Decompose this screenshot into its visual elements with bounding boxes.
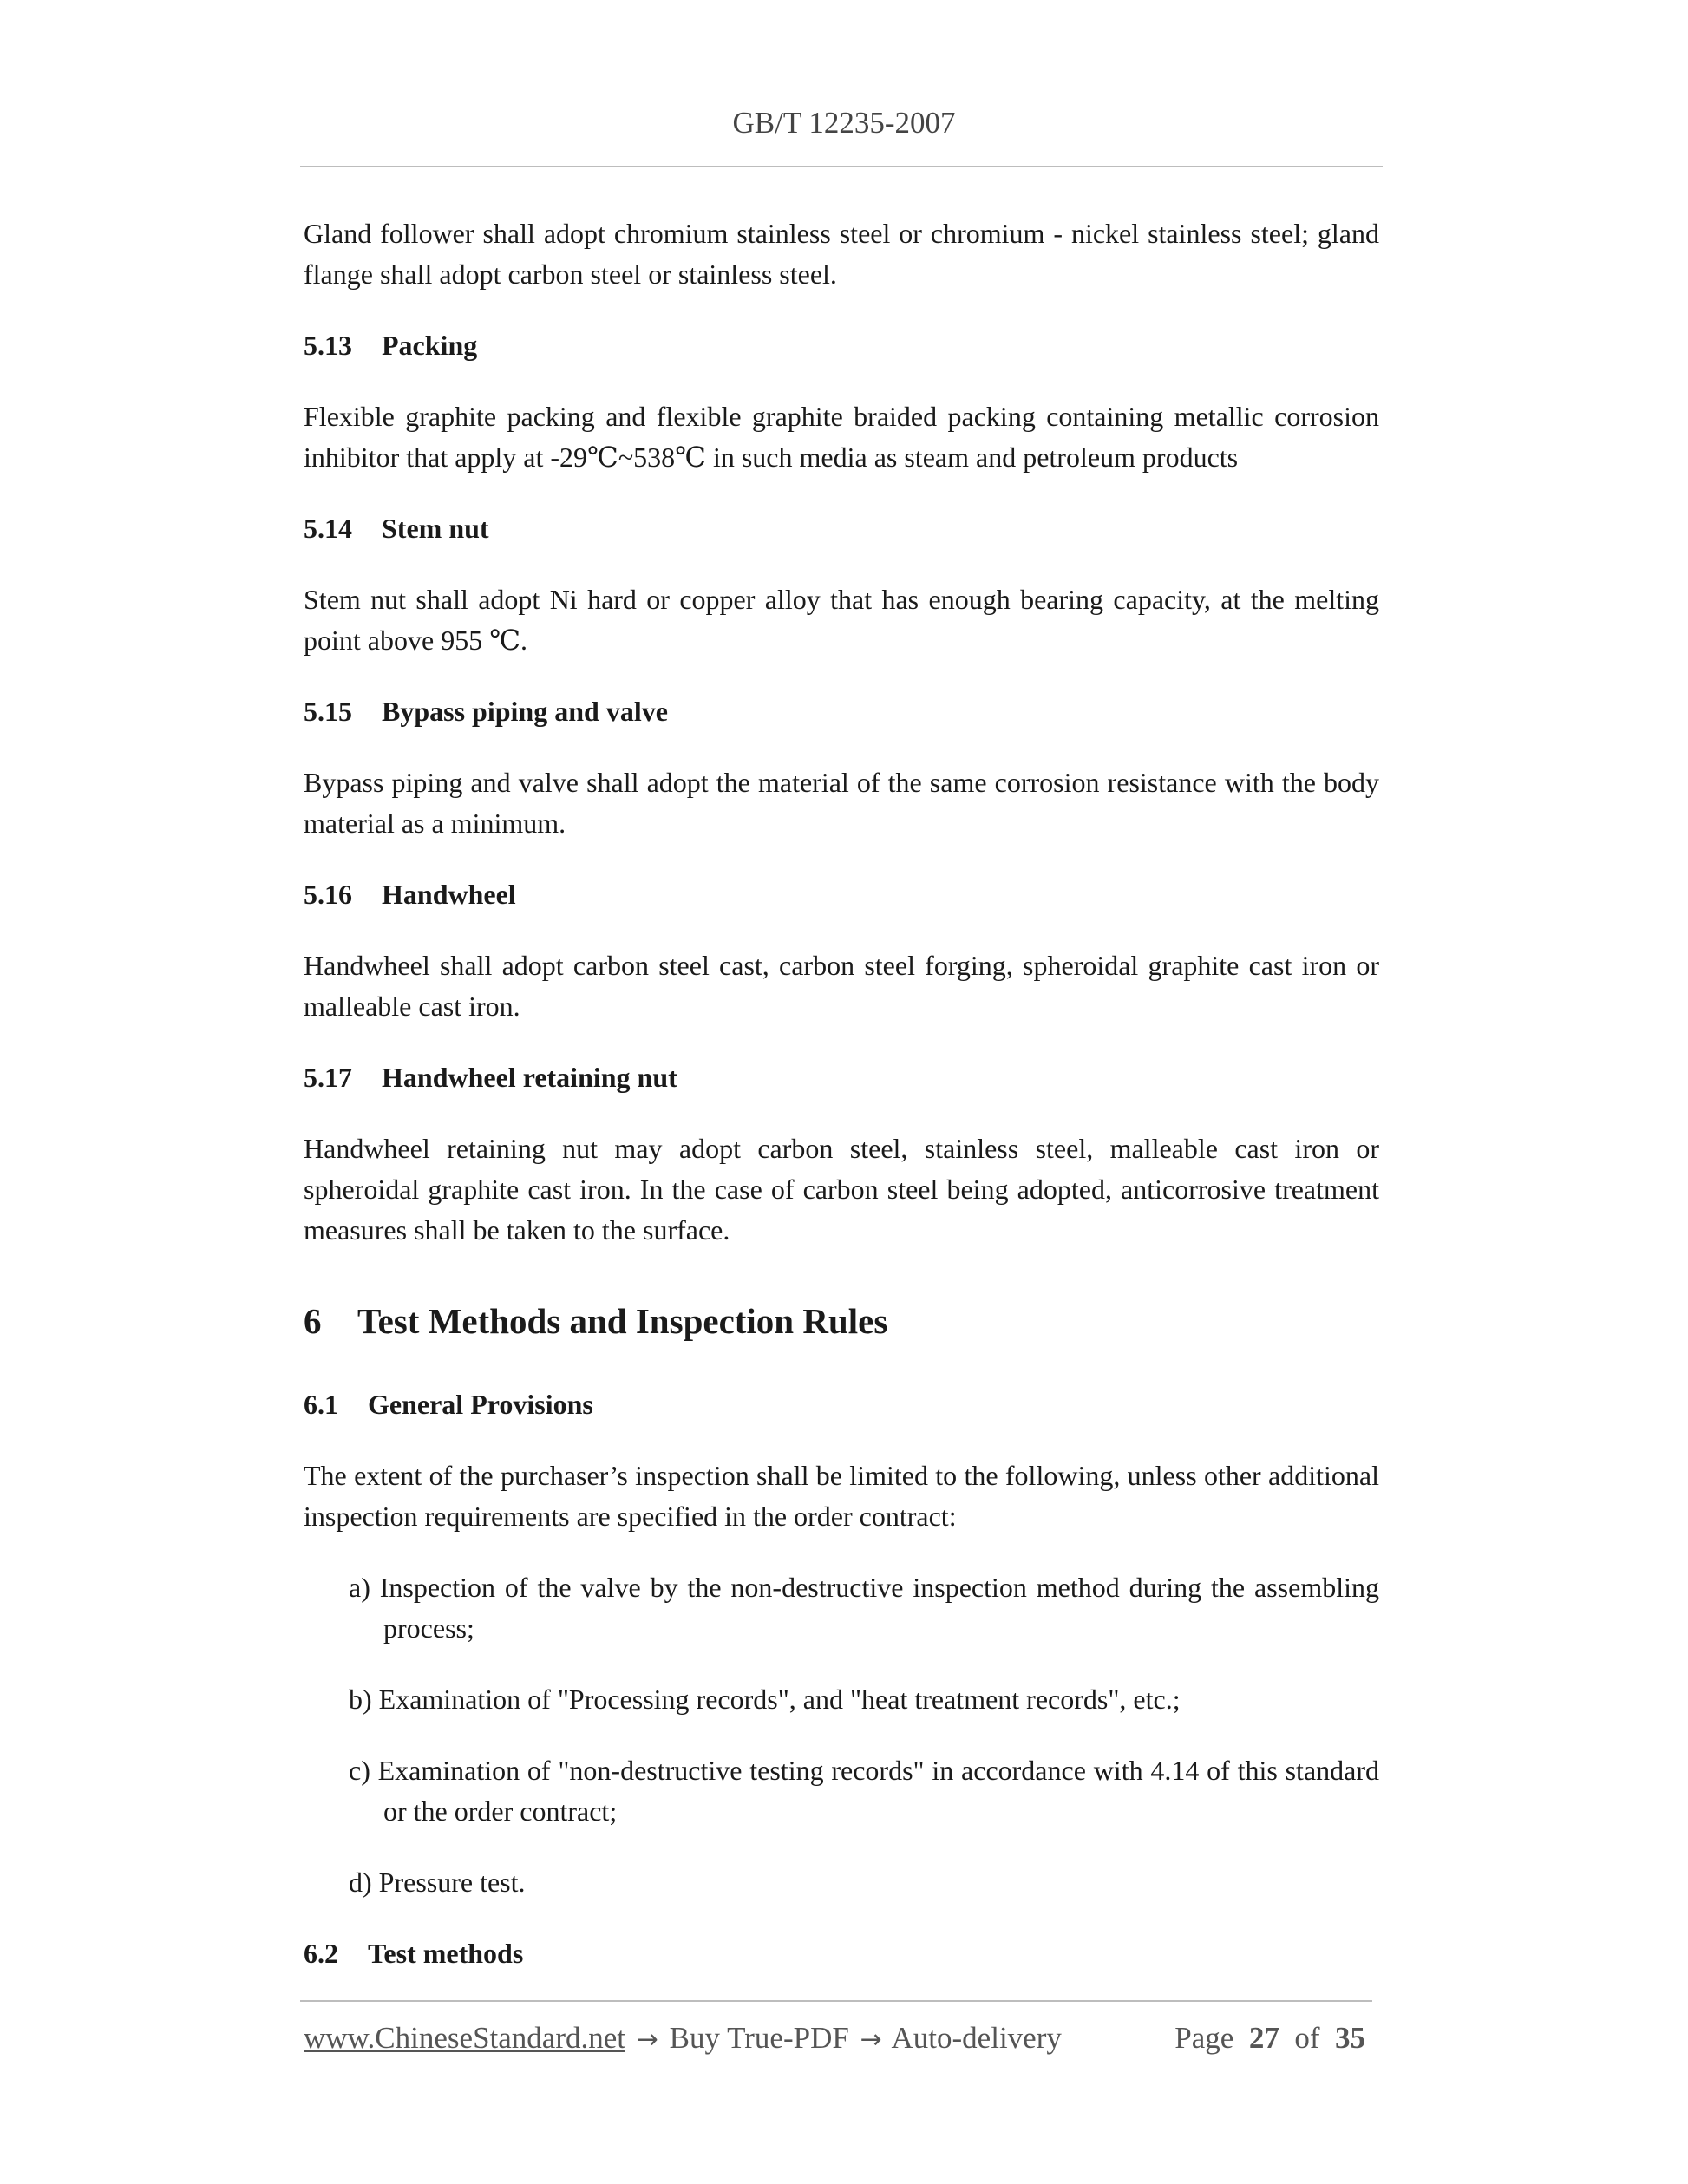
header-divider bbox=[300, 166, 1383, 167]
list-item: b) Examination of "Processing records", and "heat treatment records", etc.; bbox=[349, 1684, 1181, 1715]
section-number: 6.2 bbox=[304, 1938, 338, 1969]
section-heading-5-14 bbox=[304, 508, 1379, 549]
arrow-right-icon: → bbox=[860, 2024, 882, 2055]
section-title: General Provisions bbox=[368, 1389, 593, 1420]
section-title: Handwheel retaining nut bbox=[382, 1062, 677, 1093]
list-item: a) Inspection of the valve by the non-destructive inspection method during the assembling process; bbox=[349, 1572, 1379, 1644]
section-paragraph-5-17: Handwheel retaining nut may adopt carbon steel, stainless steel, malleable cast iron or spheroidal graphite cast iron. In the case of carbon steel being adopted, anticorrosive treatment measures shall be taken to the surface. bbox=[304, 1133, 1379, 1246]
section-number: 5.15 bbox=[304, 696, 352, 727]
section-number: 5.16 bbox=[304, 879, 352, 910]
section-number: 5.17 bbox=[304, 1062, 352, 1093]
of-label: of bbox=[1294, 2021, 1320, 2055]
intro-paragraph: Gland follower shall adopt chromium stainless steel or chromium - nickel stainless steel; gland flange shall adopt carbon steel or stainless steel. bbox=[304, 218, 1379, 290]
section-title: Handwheel bbox=[382, 879, 516, 910]
section-title: Stem nut bbox=[382, 513, 489, 544]
total-pages: 35 bbox=[1335, 2021, 1365, 2055]
section-paragraph-5-16: Handwheel shall adopt carbon steel cast, carbon steel forging, spheroidal graphite cast iron or malleable cast iron. bbox=[304, 950, 1379, 1022]
auto-delivery-text: Auto-delivery bbox=[891, 2021, 1062, 2055]
footer-divider bbox=[300, 2000, 1372, 2002]
page-content bbox=[304, 213, 1379, 2004]
section-heading-5-16 bbox=[304, 874, 1379, 915]
section-paragraph-6-1: The extent of the purchaser’s inspection shall be limited to the following, unless other additional inspection requirements are specified in the order contract: bbox=[304, 1460, 1379, 1532]
section-paragraph-5-15: Bypass piping and valve shall adopt the material of the same corrosion resistance with the body material as a minimum. bbox=[304, 767, 1379, 839]
section-heading-6-2 bbox=[304, 1933, 1379, 1974]
page-number-indicator bbox=[1174, 2021, 1365, 2056]
chapter-number: 6 bbox=[304, 1301, 322, 1341]
website-link[interactable]: www.ChineseStandard.net bbox=[304, 2021, 625, 2055]
section-number: 5.14 bbox=[304, 513, 352, 544]
current-page: 27 bbox=[1248, 2021, 1279, 2055]
list-item: c) Examination of "non-destructive testing records" in accordance with 4.14 of this standard or the order contract; bbox=[349, 1755, 1379, 1827]
chapter-heading-6 bbox=[304, 1298, 1379, 1344]
section-title: Test methods bbox=[368, 1938, 524, 1969]
section-heading-5-13 bbox=[304, 325, 1379, 366]
section-heading-6-1 bbox=[304, 1384, 1379, 1425]
buy-pdf-text: Buy True-PDF bbox=[669, 2021, 849, 2055]
document-id-header: GB/T 12235-2007 bbox=[732, 106, 956, 140]
page-label: Page bbox=[1174, 2021, 1234, 2055]
list-item: d) Pressure test. bbox=[349, 1867, 526, 1898]
section-heading-5-17 bbox=[304, 1057, 1379, 1098]
section-title: Packing bbox=[382, 330, 478, 361]
page-footer bbox=[304, 2021, 1376, 2056]
section-paragraph-5-13: Flexible graphite packing and flexible graphite braided packing containing metallic corrosion inhibitor that apply at -29℃~538℃ in such media as steam and petroleum products bbox=[304, 401, 1379, 473]
chapter-title: Test Methods and Inspection Rules bbox=[357, 1301, 888, 1341]
section-paragraph-5-14: Stem nut shall adopt Ni hard or copper alloy that has enough bearing capacity, at the melting point above 955 ℃. bbox=[304, 584, 1379, 656]
arrow-right-icon: → bbox=[636, 2024, 658, 2055]
section-number: 5.13 bbox=[304, 330, 352, 361]
section-heading-5-15 bbox=[304, 691, 1379, 732]
section-number: 6.1 bbox=[304, 1389, 338, 1420]
section-title: Bypass piping and valve bbox=[382, 696, 668, 727]
